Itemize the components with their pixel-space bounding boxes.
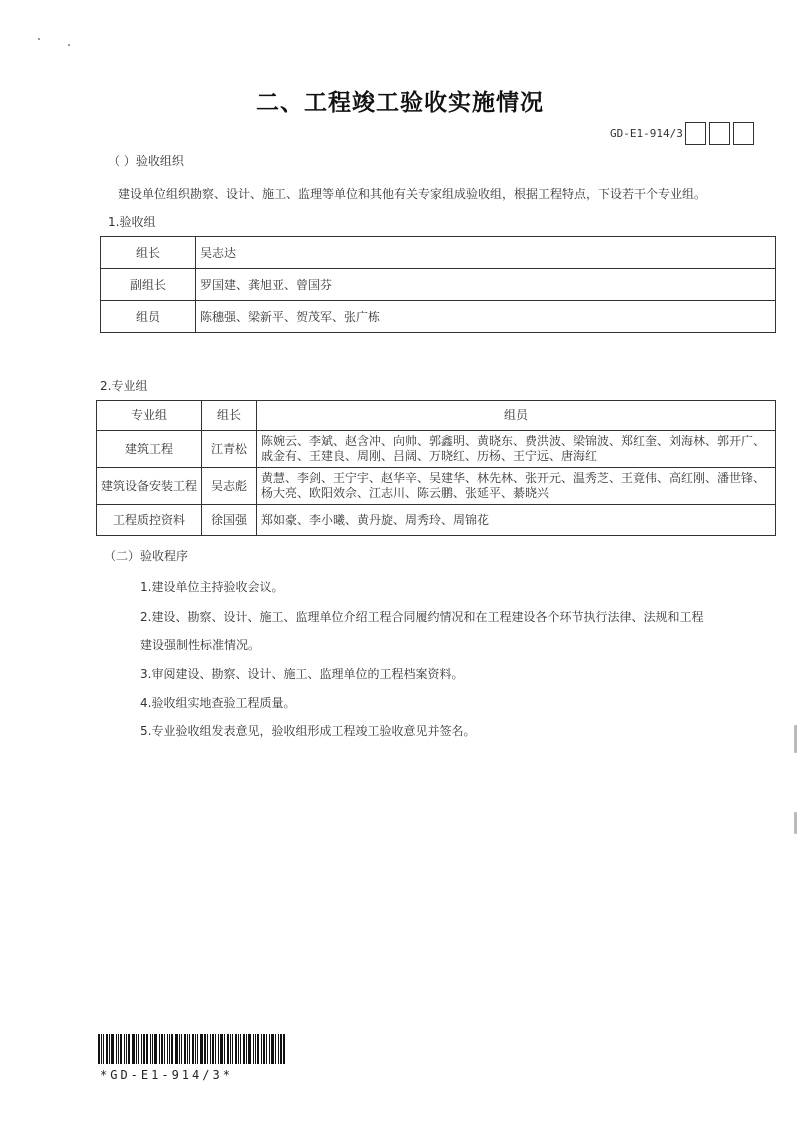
barcode-bar <box>126 1034 127 1064</box>
barcode-bar <box>212 1034 214 1064</box>
procedure-step: 5.专业验收组发表意见，验收组形成工程竣工验收意见并签名。 <box>140 724 476 738</box>
barcode-bar <box>220 1034 223 1064</box>
barcode-bar <box>143 1034 145 1064</box>
barcode-bar <box>169 1034 170 1064</box>
barcode-bar <box>106 1034 108 1064</box>
barcode-bar <box>179 1034 180 1064</box>
header-members: 组员 <box>257 401 776 431</box>
barcode-bar <box>283 1034 285 1064</box>
section2-heading: （二）验收程序 <box>104 549 189 563</box>
barcode-bar <box>253 1034 254 1064</box>
header-leader: 组长 <box>202 401 257 431</box>
barcode-bar <box>167 1034 168 1064</box>
table-row <box>97 431 776 468</box>
barcode-bar <box>181 1034 182 1064</box>
barcode-bar <box>215 1034 216 1064</box>
barcode-bar <box>138 1034 139 1064</box>
barcode-bar <box>175 1034 178 1064</box>
barcode-bar <box>98 1034 100 1064</box>
barcode-bar <box>197 1034 198 1064</box>
members-cell: 黄慧、李剑、王宁宇、赵华辛、吴建华、林先林、张开元、温秀芝、王竟伟、高红刚、潘世锋、杨大亮、欧阳效佘、江志川、陈云鹏、张延平、綦晓兴 <box>257 468 776 505</box>
procedure-step: 4.验收组实地查验工程质量。 <box>140 696 296 710</box>
barcode-bar <box>192 1034 194 1064</box>
barcode-bar <box>248 1034 251 1064</box>
barcode-bar <box>171 1034 173 1064</box>
barcode-bar <box>159 1034 160 1064</box>
barcode-bar <box>227 1034 229 1064</box>
professional-group-table <box>96 400 776 536</box>
leader-cell: 吴志彪 <box>202 468 257 505</box>
section1-intro: 建设单位组织勘察、设计、施工、监理等单位和其他有关专家组成验收组，根据工程特点，下设若干个专业组。 <box>118 187 707 201</box>
barcode-bar <box>141 1034 142 1064</box>
barcode-bar <box>146 1034 148 1064</box>
table-row <box>97 505 776 536</box>
barcode-bar <box>109 1034 110 1064</box>
table-row <box>97 468 776 505</box>
barcode-bar <box>152 1034 153 1064</box>
barcode-bar <box>161 1034 163 1064</box>
barcode <box>98 1034 290 1064</box>
leader-cell: 江青松 <box>202 431 257 468</box>
table-row <box>101 237 776 269</box>
barcode-bar <box>116 1034 117 1064</box>
barcode-bar <box>120 1034 122 1064</box>
barcode-bar <box>124 1034 125 1064</box>
barcode-bar <box>111 1034 114 1064</box>
role-cell: 组长 <box>101 237 196 269</box>
subsection-professional-group: 2.专业组 <box>100 379 148 393</box>
barcode-bar <box>200 1034 203 1064</box>
procedure-step-continuation: 建设强制性标准情况。 <box>140 638 261 652</box>
barcode-bar <box>238 1034 239 1064</box>
role-cell: 副组长 <box>101 269 196 301</box>
barcode-bar <box>118 1034 119 1064</box>
acceptance-group-table <box>100 236 776 333</box>
barcode-bar <box>210 1034 211 1064</box>
scan-speck <box>38 38 40 40</box>
scan-speck <box>68 44 70 46</box>
barcode-bar <box>266 1034 267 1064</box>
barcode-bar <box>275 1034 276 1064</box>
barcode-bar <box>240 1034 241 1064</box>
role-cell: 组员 <box>101 301 196 333</box>
procedure-step: 3.审阅建设、勘察、设计、施工、监理单位的工程档案资料。 <box>140 667 464 681</box>
barcode-bar <box>184 1034 186 1064</box>
barcode-bar <box>278 1034 279 1064</box>
members-cell: 郑如豪、李小曦、黄丹旋、周秀玲、周锦花 <box>257 505 776 536</box>
barcode-bar <box>271 1034 274 1064</box>
subsection-acceptance-group: 1.验收组 <box>108 215 156 229</box>
names-cell: 陈穗强、梁新平、贺茂军、张广栋 <box>196 301 776 333</box>
barcode-bar <box>187 1034 188 1064</box>
scan-edge-mark <box>794 725 797 753</box>
barcode-bar <box>189 1034 190 1064</box>
barcode-bar <box>101 1034 102 1064</box>
barcode-bar <box>269 1034 270 1064</box>
scan-edge-mark <box>794 812 797 834</box>
table-header-row <box>97 401 776 431</box>
barcode-bar <box>204 1034 206 1064</box>
barcode-bar <box>261 1034 262 1064</box>
barcode-bar <box>255 1034 256 1064</box>
procedure-step: 1.建设单位主持验收会议。 <box>140 580 284 594</box>
names-cell: 罗国建、龚旭亚、曾国芬 <box>196 269 776 301</box>
members-cell: 陈婉云、李斌、赵含冲、向帅、郭鑫明、黄晓东、费洪波、梁锦波、郑红奎、刘海林、郭开广、戚金有、王建良、周刚、吕阔、万晓红、历杨、王宁远、唐海红 <box>257 431 776 468</box>
barcode-bar <box>230 1034 231 1064</box>
barcode-bar <box>150 1034 151 1064</box>
table-row <box>101 301 776 333</box>
team-cell: 建筑工程 <box>97 431 202 468</box>
barcode-bar <box>103 1034 104 1064</box>
barcode-bar <box>280 1034 282 1064</box>
names-cell: 吴志达 <box>196 237 776 269</box>
barcode-bar <box>164 1034 165 1064</box>
page-title: 二、工程竣工验收实施情况 <box>256 90 544 116</box>
barcode-bar <box>154 1034 157 1064</box>
barcode-bar <box>224 1034 225 1064</box>
barcode-bar <box>207 1034 208 1064</box>
barcode-bar <box>136 1034 137 1064</box>
barcode-bar <box>246 1034 247 1064</box>
code-box <box>709 122 730 145</box>
code-box <box>685 122 706 145</box>
table-row <box>101 269 776 301</box>
barcode-bar <box>218 1034 219 1064</box>
barcode-bar <box>243 1034 245 1064</box>
header-team: 专业组 <box>97 401 202 431</box>
barcode-bar <box>257 1034 259 1064</box>
document-code: GD-E1-914/3 <box>610 127 683 140</box>
procedure-step: 2.建设、勘察、设计、施工、监理单位介绍工程合同履约情况和在工程建设各个环节执行法律、法规和工程 <box>140 610 704 624</box>
code-boxes <box>685 122 754 145</box>
barcode-bar <box>235 1034 237 1064</box>
leader-cell: 徐国强 <box>202 505 257 536</box>
barcode-bar <box>128 1034 130 1064</box>
barcode-bar <box>232 1034 233 1064</box>
code-box <box>733 122 754 145</box>
section1-heading: （ ）验收组织 <box>108 154 184 168</box>
barcode-bar <box>132 1034 135 1064</box>
barcode-bar <box>263 1034 265 1064</box>
team-cell: 工程质控资料 <box>97 505 202 536</box>
barcode-bar <box>195 1034 196 1064</box>
team-cell: 建筑设备安装工程 <box>97 468 202 505</box>
barcode-text: *GD-E1-914/3* <box>100 1068 233 1082</box>
